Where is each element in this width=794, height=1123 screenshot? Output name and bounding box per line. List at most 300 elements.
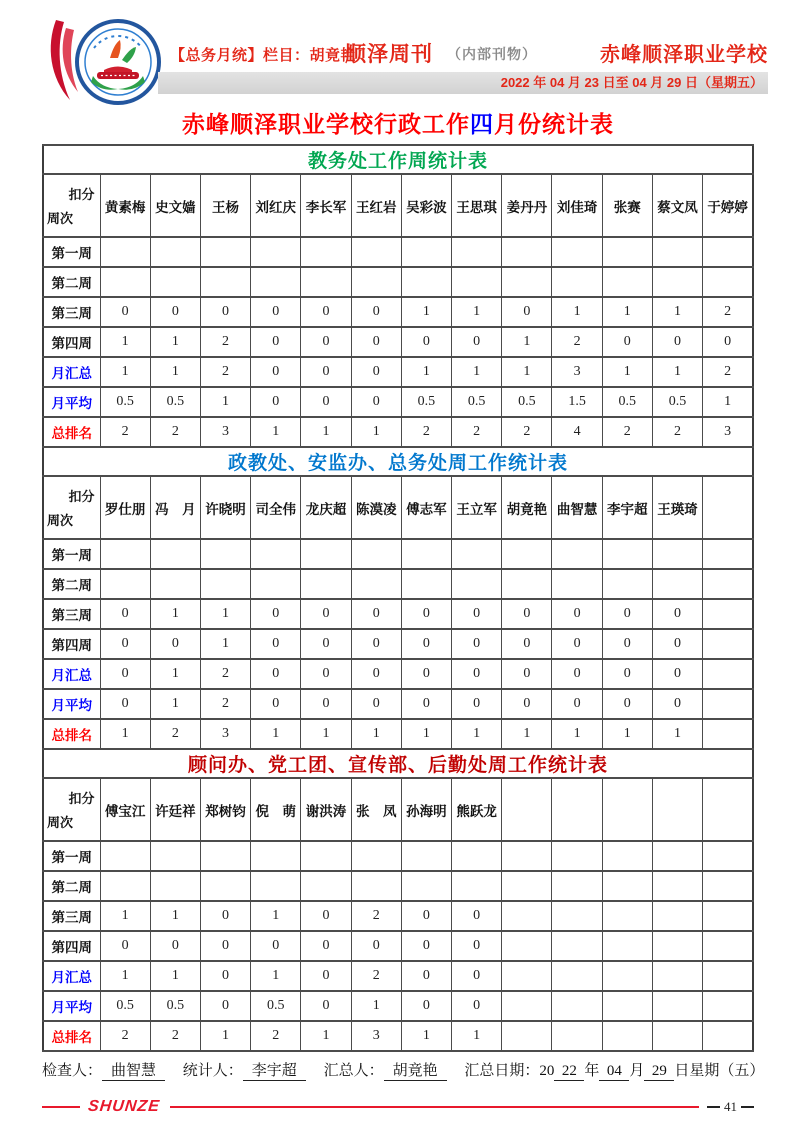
red-dash-icon: [42, 1106, 80, 1108]
staff-name: 胡竟艳: [502, 476, 552, 539]
score-cell: [301, 841, 351, 871]
score-cell: 1: [552, 719, 602, 749]
score-cell: 0: [502, 659, 552, 689]
score-cell: 0.5: [150, 991, 200, 1021]
score-cell: 0: [502, 689, 552, 719]
row-label: 第三周: [43, 297, 100, 327]
score-cell: 0: [552, 659, 602, 689]
score-cell: [552, 841, 602, 871]
score-cell: [703, 659, 753, 689]
stats-table: [42, 144, 754, 1052]
page-title-prefix: 赤峰顺泽职业学校行政工作: [182, 111, 470, 137]
score-cell: 0: [301, 387, 351, 417]
score-cell: [703, 539, 753, 569]
staff-name: 傅志军: [401, 476, 451, 539]
score-cell: [552, 267, 602, 297]
score-cell: 0: [401, 629, 451, 659]
score-cell: [652, 539, 702, 569]
score-cell: [552, 1021, 602, 1051]
page-title-month: 四: [470, 111, 494, 137]
score-cell: [502, 267, 552, 297]
score-cell: 0: [602, 599, 652, 629]
score-cell: [351, 841, 401, 871]
score-cell: 1: [100, 327, 150, 357]
date-day-unit: 日星期（五）: [674, 1063, 765, 1079]
staff-name: 王思琪: [452, 174, 502, 237]
score-cell: [401, 267, 451, 297]
score-cell: 0: [452, 599, 502, 629]
score-cell: [251, 871, 301, 901]
corner-label-week: 周次: [47, 815, 74, 830]
score-cell: 0: [351, 659, 401, 689]
score-cell: 0: [251, 297, 301, 327]
row-label: 月平均: [43, 991, 100, 1021]
score-cell: 0.5: [401, 387, 451, 417]
score-cell: [552, 237, 602, 267]
staff-name: 罗仕朋: [100, 476, 150, 539]
staff-name: 曲智慧: [552, 476, 602, 539]
score-cell: 1: [301, 719, 351, 749]
staff-name: 李长军: [301, 174, 351, 237]
score-cell: 2: [351, 961, 401, 991]
score-cell: [351, 539, 401, 569]
score-cell: [150, 569, 200, 599]
row-label: 总排名: [43, 1021, 100, 1051]
journal-note: （内部刊物）: [447, 46, 537, 62]
score-cell: 1: [452, 1021, 502, 1051]
score-cell: 0: [652, 327, 702, 357]
score-cell: [552, 931, 602, 961]
staff-name: [703, 778, 753, 841]
score-cell: 1: [652, 719, 702, 749]
score-cell: [100, 871, 150, 901]
score-cell: 0: [251, 599, 301, 629]
score-cell: 1: [150, 327, 200, 357]
score-cell: 2: [150, 719, 200, 749]
score-cell: 0: [401, 599, 451, 629]
score-cell: [401, 237, 451, 267]
score-cell: 1: [301, 417, 351, 447]
score-cell: 1: [251, 417, 301, 447]
page-title: [42, 106, 754, 139]
staff-name: [703, 476, 753, 539]
staff-name: 孙海明: [401, 778, 451, 841]
score-cell: [452, 267, 502, 297]
score-cell: [100, 539, 150, 569]
score-cell: 0: [452, 689, 502, 719]
score-cell: 0.5: [452, 387, 502, 417]
score-cell: [301, 539, 351, 569]
score-cell: [502, 1021, 552, 1051]
score-cell: [200, 841, 250, 871]
staff-name: 史文嫱: [150, 174, 200, 237]
score-cell: [301, 871, 351, 901]
date-range-bar: 2022 年 04 月 23 日至 04 月 29 日（星期五）: [158, 72, 768, 94]
score-cell: [200, 237, 250, 267]
score-cell: 2: [200, 689, 250, 719]
score-cell: 0: [100, 629, 150, 659]
row-label: 第二周: [43, 871, 100, 901]
score-cell: [502, 569, 552, 599]
score-cell: [703, 599, 753, 629]
staff-name: 黄素梅: [100, 174, 150, 237]
corner-label-week: 周次: [47, 211, 74, 226]
score-cell: [401, 871, 451, 901]
score-cell: 0: [452, 659, 502, 689]
score-cell: 0: [251, 327, 301, 357]
score-cell: 0.5: [652, 387, 702, 417]
score-cell: [301, 267, 351, 297]
staff-name: 龙庆超: [301, 476, 351, 539]
score-cell: 0.5: [502, 387, 552, 417]
score-cell: 0: [703, 327, 753, 357]
score-cell: 0: [502, 629, 552, 659]
score-cell: 0: [652, 599, 702, 629]
score-cell: [351, 569, 401, 599]
summarizer-name: 胡竟艳: [384, 1059, 447, 1081]
row-label: 第一周: [43, 841, 100, 871]
score-cell: 1: [452, 357, 502, 387]
score-cell: 0: [351, 931, 401, 961]
statistician-label: 统计人：: [182, 1063, 243, 1079]
score-cell: 0: [351, 357, 401, 387]
score-cell: [251, 237, 301, 267]
score-cell: 1: [351, 719, 401, 749]
score-cell: [452, 841, 502, 871]
score-cell: 0: [200, 901, 250, 931]
school-emblem-icon: [44, 18, 166, 106]
score-cell: 0.5: [251, 991, 301, 1021]
score-cell: 4: [552, 417, 602, 447]
score-cell: 2: [251, 1021, 301, 1051]
staff-name: 冯 月: [150, 476, 200, 539]
score-cell: [251, 267, 301, 297]
score-cell: [552, 871, 602, 901]
score-cell: [652, 961, 702, 991]
score-cell: 0: [251, 659, 301, 689]
score-cell: 0: [150, 931, 200, 961]
corner-label-deduction: 扣分: [68, 791, 95, 806]
score-cell: 1: [602, 297, 652, 327]
score-cell: [100, 569, 150, 599]
score-cell: 0: [401, 991, 451, 1021]
staff-name: 蔡文凤: [652, 174, 702, 237]
score-cell: [602, 539, 652, 569]
score-cell: [200, 539, 250, 569]
score-cell: 0: [251, 387, 301, 417]
score-cell: 1: [251, 961, 301, 991]
date-month: 04: [599, 1063, 629, 1081]
score-cell: 0: [351, 629, 401, 659]
score-cell: 1: [100, 901, 150, 931]
score-cell: [602, 961, 652, 991]
score-cell: 0: [301, 689, 351, 719]
score-cell: [602, 871, 652, 901]
score-cell: [652, 1021, 702, 1051]
score-cell: 0: [602, 327, 652, 357]
row-label: 月平均: [43, 689, 100, 719]
score-cell: 0: [100, 689, 150, 719]
score-cell: 0: [602, 659, 652, 689]
staff-name: 李宇超: [602, 476, 652, 539]
score-cell: [703, 237, 753, 267]
score-cell: 0: [200, 961, 250, 991]
score-cell: 3: [200, 719, 250, 749]
score-cell: 1: [150, 689, 200, 719]
masthead: [0, 0, 794, 104]
score-cell: [552, 961, 602, 991]
score-cell: [100, 237, 150, 267]
score-cell: 1: [502, 719, 552, 749]
staff-name: [652, 778, 702, 841]
score-cell: 0: [552, 629, 602, 659]
score-cell: 0: [351, 387, 401, 417]
stats-table-body: [43, 145, 753, 1051]
score-cell: 3: [703, 417, 753, 447]
score-cell: 0.5: [602, 387, 652, 417]
score-cell: [150, 237, 200, 267]
score-cell: 0: [100, 599, 150, 629]
score-cell: 1: [452, 719, 502, 749]
row-label: 第四周: [43, 629, 100, 659]
score-cell: 2: [703, 357, 753, 387]
score-cell: [652, 841, 702, 871]
score-cell: [602, 901, 652, 931]
score-cell: 1: [401, 1021, 451, 1051]
school-logo: [44, 18, 166, 106]
staff-name: 许廷祥: [150, 778, 200, 841]
row-label: 总排名: [43, 417, 100, 447]
score-cell: 1: [200, 1021, 250, 1051]
score-cell: 2: [351, 901, 401, 931]
staff-name: [602, 778, 652, 841]
score-cell: [602, 267, 652, 297]
score-cell: [150, 267, 200, 297]
score-cell: [502, 841, 552, 871]
score-cell: [703, 629, 753, 659]
score-cell: [100, 267, 150, 297]
page-dash-icon: [741, 1106, 754, 1108]
score-cell: 2: [100, 417, 150, 447]
score-cell: 2: [150, 1021, 200, 1051]
staff-name: 王立军: [452, 476, 502, 539]
score-cell: 0: [652, 629, 702, 659]
score-cell: 0: [452, 327, 502, 357]
row-label: 第二周: [43, 569, 100, 599]
content: [42, 106, 765, 1116]
score-cell: 1: [652, 357, 702, 387]
score-cell: [452, 539, 502, 569]
score-cell: 0: [452, 991, 502, 1021]
statistician-name: 李宇超: [243, 1059, 306, 1081]
score-cell: [652, 569, 702, 599]
score-cell: [200, 569, 250, 599]
score-cell: 0: [351, 689, 401, 719]
score-cell: [452, 237, 502, 267]
score-cell: [652, 237, 702, 267]
score-cell: 0: [652, 689, 702, 719]
score-cell: [502, 991, 552, 1021]
score-cell: 0: [502, 297, 552, 327]
score-cell: [150, 841, 200, 871]
row-label: 月汇总: [43, 659, 100, 689]
score-cell: 0: [401, 931, 451, 961]
row-label: 第四周: [43, 327, 100, 357]
score-cell: 2: [452, 417, 502, 447]
score-cell: [652, 267, 702, 297]
score-cell: 2: [502, 417, 552, 447]
score-cell: 0: [401, 689, 451, 719]
score-cell: [502, 901, 552, 931]
staff-name: 刘佳琦: [552, 174, 602, 237]
inspector: [42, 1063, 165, 1079]
summarizer: [324, 1063, 447, 1079]
column-label: 【总务月统】栏目：胡竟艳: [170, 47, 357, 64]
score-cell: 2: [652, 417, 702, 447]
score-cell: 3: [200, 417, 250, 447]
score-cell: 0: [301, 629, 351, 659]
score-cell: 1: [351, 991, 401, 1021]
score-cell: [150, 539, 200, 569]
score-cell: 1: [502, 357, 552, 387]
score-cell: 0: [150, 629, 200, 659]
score-cell: [652, 871, 702, 901]
score-cell: 0: [251, 689, 301, 719]
date-year-unit: 年: [584, 1063, 600, 1079]
score-cell: 0: [301, 901, 351, 931]
score-cell: 1: [301, 1021, 351, 1051]
score-cell: [251, 539, 301, 569]
score-cell: 0: [351, 297, 401, 327]
score-cell: [301, 237, 351, 267]
score-cell: 2: [703, 297, 753, 327]
score-cell: [251, 841, 301, 871]
score-cell: 1: [452, 297, 502, 327]
row-label: 月汇总: [43, 357, 100, 387]
score-cell: 1: [200, 599, 250, 629]
section-title: 教务处工作周统计表: [43, 145, 753, 174]
score-cell: 1: [150, 659, 200, 689]
staff-name: 张 凤: [351, 778, 401, 841]
score-cell: 0: [100, 297, 150, 327]
score-cell: 1: [552, 297, 602, 327]
score-cell: 1: [200, 387, 250, 417]
corner-cell: [43, 174, 100, 237]
score-cell: 2: [150, 417, 200, 447]
score-cell: 0: [401, 961, 451, 991]
score-cell: 0.5: [100, 387, 150, 417]
summary-date: [464, 1063, 764, 1079]
score-cell: [602, 569, 652, 599]
score-cell: [602, 991, 652, 1021]
score-cell: [703, 1021, 753, 1051]
score-cell: 3: [351, 1021, 401, 1051]
score-cell: 2: [200, 357, 250, 387]
school-name: 赤峰顺泽职业学校: [600, 44, 768, 66]
brand-text: SHUNZE: [87, 1098, 161, 1115]
score-cell: [652, 991, 702, 1021]
score-cell: 1: [200, 629, 250, 659]
staff-name: 傅宝江: [100, 778, 150, 841]
page-dash-icon: [707, 1106, 720, 1108]
score-cell: 0: [401, 659, 451, 689]
score-cell: 1: [652, 297, 702, 327]
page-number: 41: [724, 1099, 737, 1114]
score-cell: 0: [100, 931, 150, 961]
score-cell: [401, 539, 451, 569]
row-label: 月汇总: [43, 961, 100, 991]
score-cell: [703, 689, 753, 719]
score-cell: 0: [452, 629, 502, 659]
score-cell: 0: [150, 297, 200, 327]
score-cell: 0: [301, 599, 351, 629]
journal-name: 顺泽周刊: [345, 43, 433, 66]
score-cell: 0: [351, 327, 401, 357]
score-cell: 0: [200, 991, 250, 1021]
row-label: 第三周: [43, 599, 100, 629]
score-cell: 1: [100, 357, 150, 387]
score-cell: 1: [150, 599, 200, 629]
staff-name: 姜丹丹: [502, 174, 552, 237]
score-cell: 0: [200, 931, 250, 961]
corner-label-deduction: 扣分: [68, 187, 95, 202]
score-cell: [502, 961, 552, 991]
score-cell: 0: [251, 931, 301, 961]
score-cell: 0: [301, 659, 351, 689]
score-cell: 1: [703, 387, 753, 417]
score-cell: 1: [100, 961, 150, 991]
score-cell: [552, 901, 602, 931]
staff-name: 司全伟: [251, 476, 301, 539]
staff-name: 王红岩: [351, 174, 401, 237]
score-cell: [502, 237, 552, 267]
score-cell: 0: [301, 357, 351, 387]
date-month-unit: 月: [629, 1063, 645, 1079]
score-cell: 0: [351, 599, 401, 629]
score-cell: 2: [552, 327, 602, 357]
row-label: 第四周: [43, 931, 100, 961]
score-cell: [552, 991, 602, 1021]
score-cell: 1: [100, 719, 150, 749]
score-cell: 2: [100, 1021, 150, 1051]
score-cell: 1: [602, 719, 652, 749]
score-cell: 1: [401, 357, 451, 387]
corner-label-deduction: 扣分: [68, 489, 95, 504]
score-cell: 2: [602, 417, 652, 447]
score-cell: [452, 871, 502, 901]
score-cell: [552, 569, 602, 599]
score-cell: 0: [452, 931, 502, 961]
section-title: 顾问办、党工团、宣传部、后勤处周工作统计表: [43, 749, 753, 778]
corner-cell: [43, 476, 100, 539]
score-cell: 0: [251, 357, 301, 387]
score-cell: [401, 841, 451, 871]
score-cell: [401, 569, 451, 599]
staff-name: [502, 778, 552, 841]
score-cell: [100, 841, 150, 871]
signature-line: [42, 1059, 765, 1081]
score-cell: 1: [502, 327, 552, 357]
score-cell: [703, 719, 753, 749]
score-cell: 0: [552, 689, 602, 719]
score-cell: [602, 1021, 652, 1051]
row-label: 月平均: [43, 387, 100, 417]
row-label: 第一周: [43, 539, 100, 569]
score-cell: 0.5: [100, 991, 150, 1021]
row-label: 第三周: [43, 901, 100, 931]
score-cell: [602, 931, 652, 961]
score-cell: 1: [150, 357, 200, 387]
